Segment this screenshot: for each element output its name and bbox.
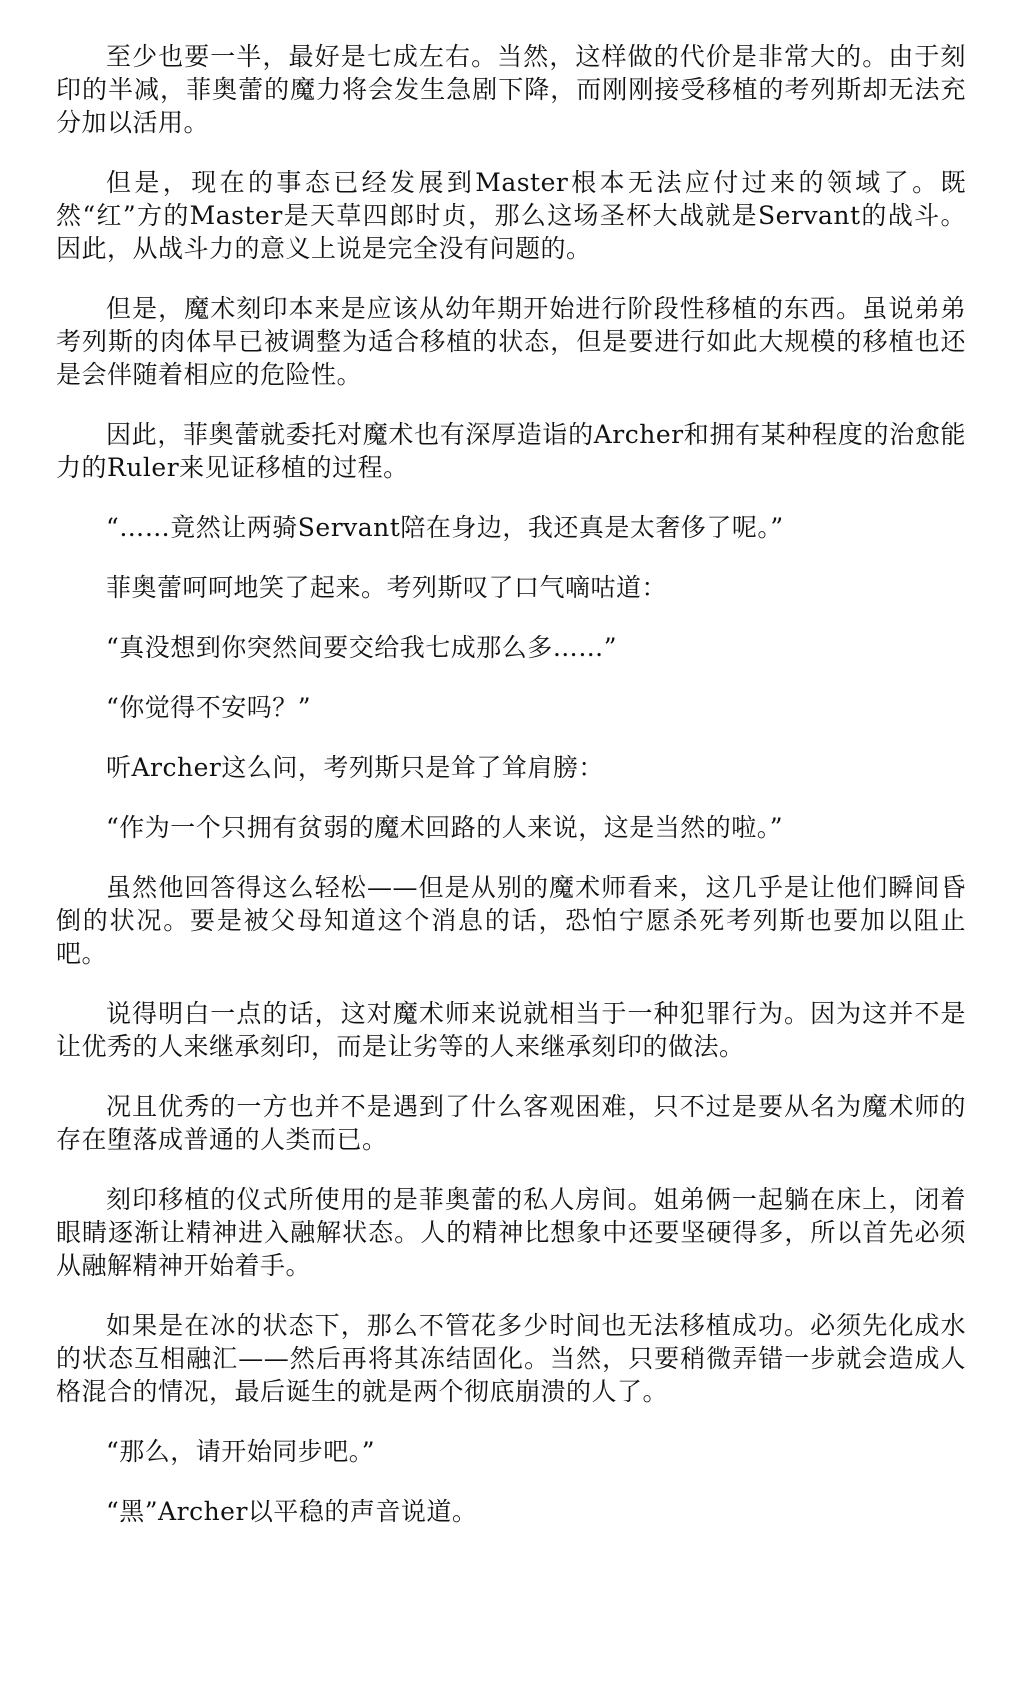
paragraph: 虽然他回答得这么轻松——但是从别的魔术师看来，这几乎是让他们瞬间昏倒的状况。要是被父母知道这个消息的话，恐怕宁愿杀死考列斯也要加以阻止吧。 <box>56 873 966 968</box>
paragraph: 说得明白一点的话，这对魔术师来说就相当于一种犯罪行为。因为这并不是让优秀的人来继承刻印，而是让劣等的人来继承刻印的做法。 <box>56 999 966 1061</box>
paragraph: 如果是在冰的状态下，那么不管花多少时间也无法移植成功。必须先化成水的状态互相融汇——然后再将其冻结固化。当然，只要稍微弄错一步就会造成人格混合的情况，最后诞生的就是两个彻底崩溃的人了。 <box>56 1311 966 1406</box>
paragraph: 但是，现在的事态已经发展到Master根本无法应付过来的领域了。既然“红”方的Master是天草四郎时贞，那么这场圣杯大战就是Servant的战斗。因此，从战斗力的意义上说是完全没有问题的。 <box>56 168 966 263</box>
dialogue-paragraph: “那么，请开始同步吧。” <box>106 1437 376 1466</box>
paragraph: 听Archer这么问，考列斯只是耸了耸肩膀： <box>106 753 604 782</box>
paragraph: 菲奥蕾呵呵地笑了起来。考列斯叹了口气嘀咕道： <box>106 573 668 602</box>
dialogue-paragraph: “真没想到你突然间要交给我七成那么多……” <box>106 633 618 662</box>
paragraph: 至少也要一半，最好是七成左右。当然，这样做的代价是非常大的。由于刻印的半减，菲奥蕾的魔力将会发生急剧下降，而刚刚接受移植的考列斯却无法充分加以活用。 <box>56 42 966 137</box>
paragraph: “黑”Archer以平稳的声音说道。 <box>106 1497 478 1526</box>
paragraph: 因此，菲奥蕾就委托对魔术也有深厚造诣的Archer和拥有某种程度的治愈能力的Ruler来见证移植的过程。 <box>56 420 966 482</box>
paragraph: 刻印移植的仪式所使用的是菲奥蕾的私人房间。姐弟俩一起躺在床上，闭着眼睛逐渐让精神进入融解状态。人的精神比想象中还要坚硬得多，所以首先必须从融解精神开始着手。 <box>56 1185 966 1280</box>
dialogue-paragraph: “作为一个只拥有贫弱的魔术回路的人来说，这是当然的啦。” <box>106 813 784 842</box>
document-page <box>56 40 966 1555</box>
dialogue-paragraph: “你觉得不安吗？” <box>106 693 312 722</box>
paragraph: 但是，魔术刻印本来是应该从幼年期开始进行阶段性移植的东西。虽说弟弟考列斯的肉体早已被调整为适合移植的状态，但是要进行如此大规模的移植也还是会伴随着相应的危险性。 <box>56 294 966 389</box>
dialogue-paragraph: “……竟然让两骑Servant陪在身边，我还真是太奢侈了呢。” <box>106 513 784 542</box>
paragraph: 况且优秀的一方也并不是遇到了什么客观困难，只不过是要从名为魔术师的存在堕落成普通的人类而已。 <box>56 1092 966 1154</box>
